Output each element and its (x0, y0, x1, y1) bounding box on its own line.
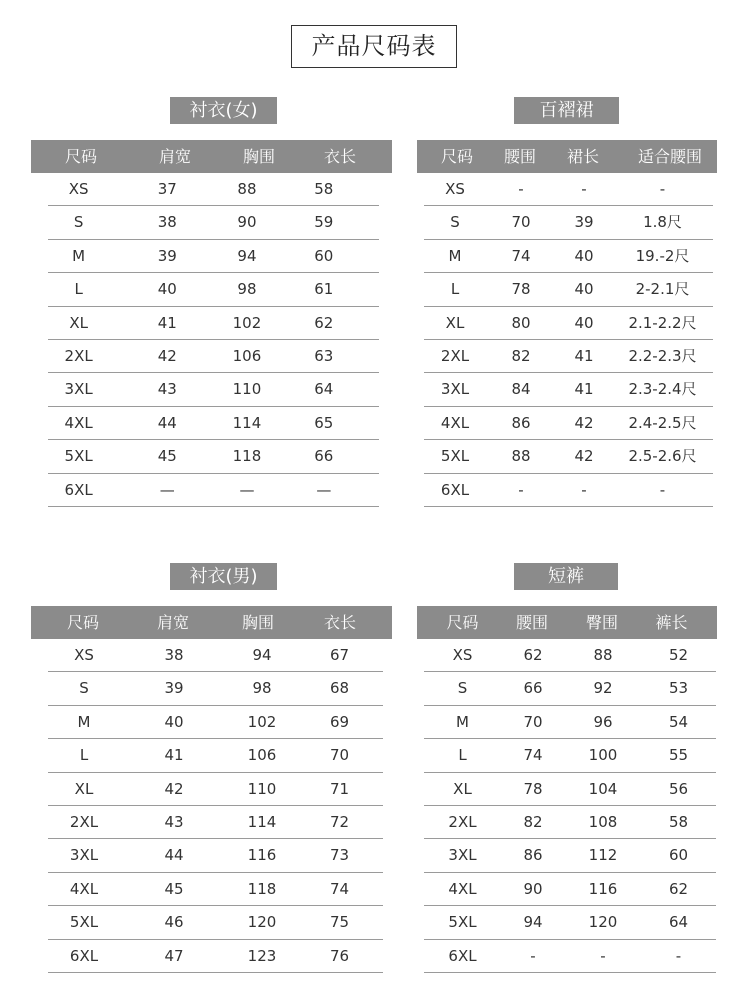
table-row (48, 940, 383, 973)
table-cell: 2.4-2.5尺 (628, 413, 697, 432)
table-row (48, 706, 383, 739)
table-cell: 2.1-2.2尺 (628, 313, 697, 332)
table-cell: 45 (157, 447, 177, 466)
table-cell: S (79, 679, 89, 698)
table-cell: 84 (511, 380, 531, 399)
table-cell: 62 (523, 646, 543, 664)
column-header: 胸围 (241, 613, 274, 632)
table-cell: 43 (164, 812, 184, 831)
table-cell: XL (445, 313, 465, 332)
table-cell: 41 (164, 746, 184, 765)
table-cell: 6XL (69, 946, 99, 965)
table-cell: 58 (314, 180, 334, 198)
table-cell: - (581, 480, 587, 499)
table-cell: XS (445, 180, 465, 198)
column-header: 裤长 (655, 613, 688, 632)
column-header: 肩宽 (158, 147, 191, 166)
table-cell: 78 (511, 280, 531, 299)
table-cell: 37 (157, 180, 177, 198)
table-cell: 94 (523, 913, 543, 932)
table-cell: 108 (588, 812, 618, 831)
table-row (48, 639, 383, 672)
table-cell: 70 (329, 746, 350, 765)
section-title: 衬衣(女) (170, 97, 277, 124)
table-cell: 4XL (440, 413, 470, 432)
table-cell: 106 (247, 746, 277, 765)
table-cell: 116 (588, 879, 618, 898)
table-cell: 64 (314, 380, 334, 399)
table-body (48, 639, 383, 973)
table-cell: 123 (247, 946, 277, 965)
table-cell: 44 (164, 846, 184, 865)
table-cell: 2.2-2.3尺 (628, 346, 697, 365)
table-cell: 2-2.1尺 (635, 280, 690, 299)
table-cell: 41 (574, 346, 594, 365)
table-cell: 6XL (448, 946, 477, 965)
table-body (424, 173, 713, 507)
table-row (424, 273, 713, 306)
table-cell: 44 (157, 413, 177, 432)
table-row (424, 906, 716, 939)
table-cell: 110 (247, 779, 277, 798)
table-cell: S (457, 679, 468, 698)
table-row (48, 206, 379, 239)
table-row (424, 474, 713, 507)
table-cell: 39 (157, 246, 177, 265)
table-cell: 74 (523, 746, 543, 765)
table-cell: 45 (164, 879, 184, 898)
table-cell: 5XL (440, 447, 470, 466)
table-cell: 61 (314, 280, 334, 299)
table-cell: 120 (588, 913, 618, 932)
table-row (48, 474, 379, 507)
table-cell: 80 (511, 313, 531, 332)
table-row (48, 173, 379, 206)
table-cell: 69 (329, 712, 350, 731)
table-cell: 67 (329, 646, 350, 664)
table-cell: 82 (511, 346, 531, 365)
table-row (424, 873, 716, 906)
column-header: 臀围 (585, 613, 618, 632)
table-cell: 60 (668, 846, 689, 865)
table-cell: 92 (593, 679, 613, 698)
table-cell: M (77, 712, 91, 731)
table-cell: 41 (157, 313, 177, 332)
table-cell: 53 (668, 679, 689, 698)
table-cell: L (458, 746, 467, 765)
table-cell: XL (74, 779, 94, 798)
table-cell: 98 (252, 679, 272, 698)
column-header: 尺码 (446, 613, 479, 632)
table-cell: 2.5-2.6尺 (628, 447, 697, 466)
table-cell: 19.-2尺 (635, 246, 690, 265)
table-cell: M (456, 712, 469, 731)
table-cell: - (600, 946, 606, 965)
table-row (424, 206, 713, 239)
table-header (31, 606, 392, 639)
table-cell: 3XL (69, 846, 99, 865)
table-cell: - (659, 480, 666, 499)
table-cell: 2XL (69, 812, 99, 831)
table-cell: 116 (247, 846, 277, 865)
table-cell: 58 (668, 812, 689, 831)
table-cell: 118 (247, 879, 277, 898)
table-row (48, 240, 379, 273)
table-cell: 3XL (64, 380, 93, 399)
table-cell: - (675, 946, 682, 965)
table-cell: 73 (329, 846, 350, 865)
table-cell: - (581, 180, 587, 198)
table-cell: 4XL (64, 413, 93, 432)
table-body (48, 173, 379, 507)
table-cell: 74 (511, 246, 531, 265)
table-cell: 2.3-2.4尺 (628, 380, 697, 399)
table-row (48, 440, 379, 473)
table-cell: 94 (237, 246, 257, 265)
table-cell: 86 (523, 846, 543, 865)
table-cell: 110 (232, 380, 262, 399)
table-cell: 112 (588, 846, 618, 865)
table-cell: 88 (593, 646, 613, 664)
table-cell: 114 (232, 413, 262, 432)
table-cell: S (450, 213, 460, 232)
table-row (424, 173, 713, 206)
table-cell: — (316, 480, 332, 499)
table-cell: — (159, 480, 175, 499)
table-cell: 56 (668, 779, 689, 798)
table-row (424, 407, 713, 440)
table-cell: S (73, 213, 84, 232)
table-cell: 66 (314, 447, 334, 466)
table-cell: 72 (329, 812, 350, 831)
table-cell: — (239, 480, 255, 499)
table-cell: 2XL (440, 346, 470, 365)
table-cell: 106 (232, 346, 262, 365)
table-cell: - (518, 180, 524, 198)
table-cell: 86 (511, 413, 531, 432)
table-cell: 102 (232, 313, 262, 332)
table-row (424, 839, 716, 872)
table-header (417, 606, 717, 639)
table-cell: L (74, 280, 83, 299)
column-header: 胸围 (242, 147, 275, 166)
table-cell: 76 (329, 946, 350, 965)
table-cell: 6XL (440, 480, 470, 499)
table-cell: 120 (247, 913, 277, 932)
column-header: 裙长 (566, 147, 599, 166)
table-cell: 42 (157, 346, 177, 365)
table-cell: 62 (314, 313, 334, 332)
table-cell: 114 (247, 812, 277, 831)
table-row (48, 373, 379, 406)
table-cell: 64 (668, 913, 689, 932)
table-row (424, 773, 716, 806)
table-cell: 68 (329, 679, 350, 698)
table-cell: 55 (668, 746, 689, 765)
table-row (48, 672, 383, 705)
table-row (424, 706, 716, 739)
table-cell: 98 (237, 280, 257, 299)
table-cell: 118 (232, 447, 262, 466)
table-cell: 6XL (64, 480, 93, 499)
table-cell: 100 (588, 746, 618, 765)
table-cell: 40 (164, 712, 184, 731)
table-cell: XS (74, 646, 94, 664)
table-cell: 52 (668, 646, 689, 664)
page-title: 产品尺码表 (291, 25, 457, 68)
column-header: 尺码 (64, 147, 97, 166)
column-header: 衣长 (323, 613, 356, 632)
table-row (424, 806, 716, 839)
table-cell: 66 (523, 679, 543, 698)
table-cell: 47 (164, 946, 184, 965)
table-cell: 39 (164, 679, 184, 698)
table-cell: 90 (237, 213, 257, 232)
table-cell: 42 (574, 413, 594, 432)
table-row (424, 340, 713, 373)
table-row (424, 940, 716, 973)
table-cell: 70 (523, 712, 543, 731)
table-body (424, 639, 716, 973)
table-cell: XL (453, 779, 472, 798)
table-cell: 5XL (69, 913, 99, 932)
table-cell: 3XL (440, 380, 470, 399)
table-cell: 90 (523, 879, 543, 898)
column-header: 衣长 (323, 147, 356, 166)
table-cell: XS (68, 180, 89, 198)
table-cell: 104 (588, 779, 618, 798)
column-header: 适合腰围 (637, 147, 702, 166)
table-header (417, 140, 717, 173)
table-cell: - (518, 480, 524, 499)
table-row (424, 440, 713, 473)
column-header: 尺码 (440, 147, 473, 166)
table-cell: - (530, 946, 536, 965)
table-cell: 42 (164, 779, 184, 798)
table-cell: 38 (164, 646, 184, 664)
table-cell: 5XL (64, 447, 93, 466)
table-cell: 43 (157, 380, 177, 399)
table-cell: 60 (314, 246, 334, 265)
table-cell: 54 (668, 712, 689, 731)
table-cell: 4XL (448, 879, 477, 898)
table-cell: 78 (523, 779, 543, 798)
section-title: 衬衣(男) (170, 563, 277, 590)
table-row (48, 839, 383, 872)
table-cell: L (79, 746, 89, 765)
table-row (424, 373, 713, 406)
table-row (424, 739, 716, 772)
table-cell: 96 (593, 712, 613, 731)
table-row (48, 906, 383, 939)
section-title: 短裤 (514, 563, 618, 590)
table-row (48, 739, 383, 772)
table-row (424, 307, 713, 340)
table-cell: 46 (164, 913, 184, 932)
table-row (424, 672, 716, 705)
table-row (48, 873, 383, 906)
section-title: 百褶裙 (514, 97, 619, 124)
table-row (48, 340, 379, 373)
table-cell: 59 (314, 213, 334, 232)
column-header: 腰围 (503, 147, 536, 166)
table-header (31, 140, 392, 173)
table-cell: 82 (523, 812, 543, 831)
table-cell: 62 (668, 879, 689, 898)
table-row (424, 240, 713, 273)
table-cell: 88 (237, 180, 257, 198)
table-cell: M (72, 246, 86, 265)
table-cell: 40 (574, 280, 594, 299)
column-header: 尺码 (66, 613, 99, 632)
table-cell: 39 (574, 213, 594, 232)
table-cell: 102 (247, 712, 277, 731)
table-row (48, 307, 379, 340)
table-cell: XL (69, 313, 88, 332)
table-row (48, 407, 379, 440)
table-row (48, 773, 383, 806)
table-cell: 74 (329, 879, 350, 898)
table-cell: 1.8尺 (643, 213, 682, 232)
table-row (48, 806, 383, 839)
table-cell: 2XL (64, 346, 93, 365)
table-cell: 40 (574, 246, 594, 265)
table-cell: L (450, 280, 460, 299)
table-cell: 71 (329, 779, 350, 798)
table-cell: 88 (511, 447, 531, 466)
table-cell: 38 (157, 213, 177, 232)
table-cell: 5XL (448, 913, 477, 932)
table-cell: 94 (252, 646, 272, 664)
table-cell: 3XL (448, 846, 477, 865)
table-cell: 4XL (69, 879, 99, 898)
table-cell: 2XL (448, 812, 477, 831)
table-cell: 40 (574, 313, 594, 332)
table-cell: M (448, 246, 462, 265)
table-cell: XS (452, 646, 473, 664)
table-cell: 70 (511, 213, 531, 232)
table-cell: 41 (574, 380, 594, 399)
table-row (48, 273, 379, 306)
column-header: 肩宽 (156, 613, 189, 632)
table-cell: 40 (157, 280, 177, 299)
table-cell: - (659, 180, 666, 198)
table-cell: 63 (314, 346, 334, 365)
table-cell: 42 (574, 447, 594, 466)
table-cell: 75 (329, 913, 350, 932)
table-row (424, 639, 716, 672)
column-header: 腰围 (515, 613, 548, 632)
table-cell: 65 (314, 413, 334, 432)
